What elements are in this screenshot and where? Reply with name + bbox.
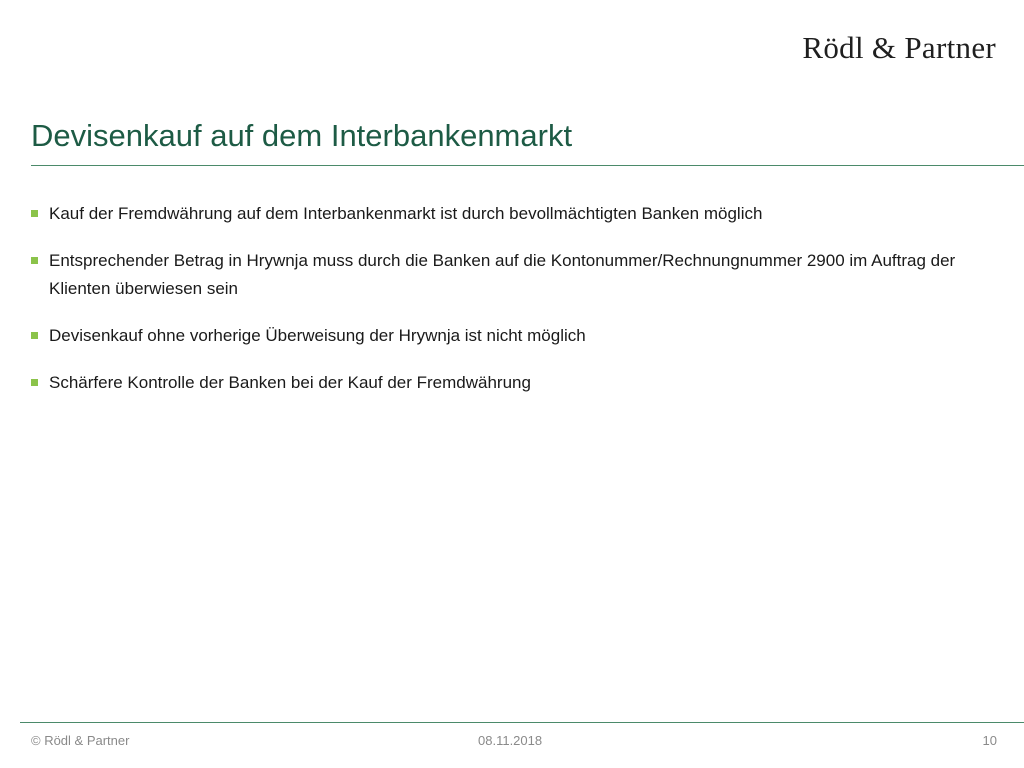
bullet-text: Devisenkauf ohne vorherige Überweisung der Hrywnja ist nicht möglich bbox=[49, 326, 586, 345]
slide-title: Devisenkauf auf dem Interbankenmarkt bbox=[31, 118, 573, 153]
footer-date: 08.11.2018 bbox=[478, 733, 543, 748]
bullet-item bbox=[31, 322, 991, 350]
bullet-item bbox=[31, 200, 991, 228]
square-bullet-icon bbox=[31, 257, 38, 264]
bullet-text: Schärfere Kontrolle der Banken bei der Kauf der Fremdwährung bbox=[49, 373, 531, 392]
bullet-item bbox=[31, 247, 991, 303]
square-bullet-icon bbox=[31, 210, 38, 217]
square-bullet-icon bbox=[31, 332, 38, 339]
bullet-text: Entsprechender Betrag in Hrywnja muss durch die Banken auf die Kontonummer/Rechnungnummer 2900 im Auftrag der Klienten überwiesen sein bbox=[49, 251, 956, 298]
page-number: 10 bbox=[982, 733, 997, 748]
bullet-text: Kauf der Fremdwährung auf dem Interbankenmarkt ist durch bevollmächtigten Banken möglich bbox=[49, 204, 763, 223]
footer-divider bbox=[20, 722, 1024, 723]
footer-copyright: © Rödl & Partner bbox=[31, 733, 130, 748]
title-divider bbox=[31, 165, 1024, 166]
square-bullet-icon bbox=[31, 379, 38, 386]
company-logo: Rödl & Partner bbox=[802, 30, 996, 65]
bullet-list bbox=[31, 200, 991, 416]
bullet-item bbox=[31, 369, 991, 397]
